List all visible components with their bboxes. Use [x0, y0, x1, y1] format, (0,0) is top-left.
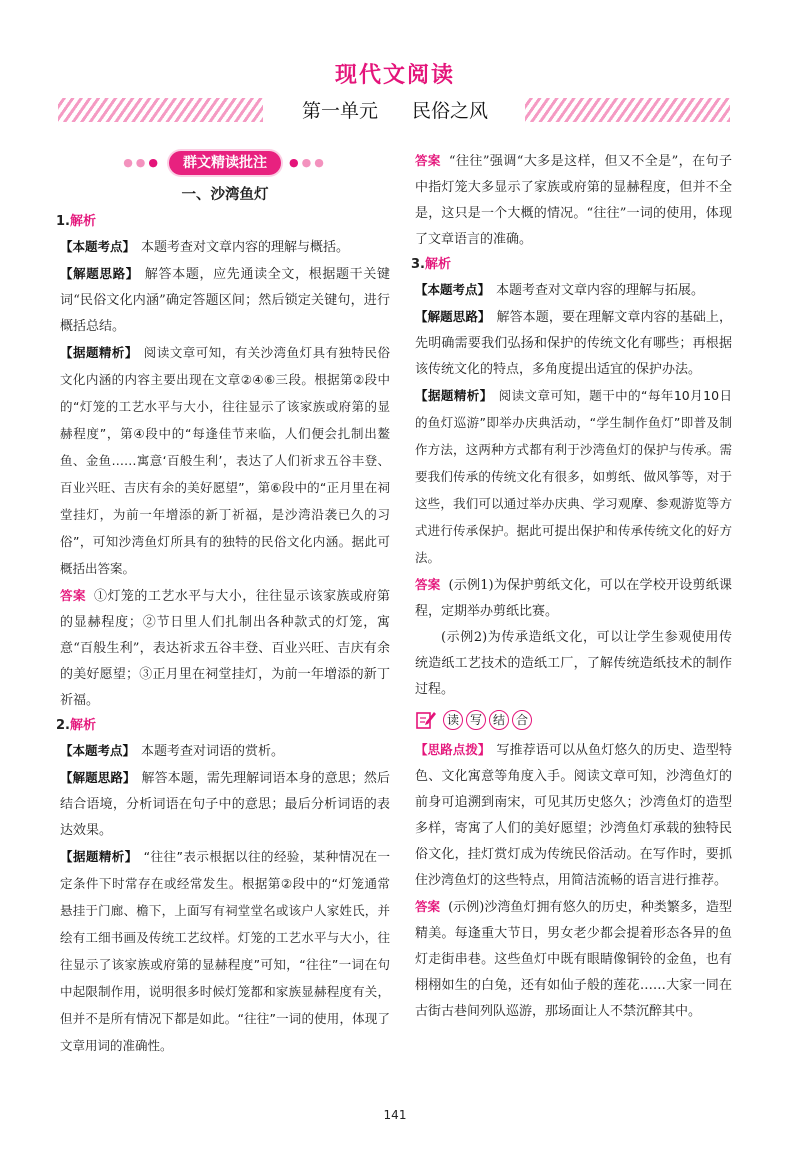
dx-answer: 答案 (示例)沙湾鱼灯拥有悠久的历史，种类繁多，造型精美。每逢重大节日，男女老少都会提着形态各异的鱼灯走街串巷。这些鱼灯中既有眼睛像铜铃的金鱼，也有栩栩如生的白兔，还有如仙子般的莲花……大家一同在古街古巷间列队巡游，那场面让人不禁沉醉其中。	[415, 899, 732, 1019]
q2-silu: 【解题思路】 解答本题，需先理解词语本身的意思；然后结合语境，分析词语在句子中的意思；最后分析词语的表达效果。	[60, 770, 390, 838]
pencil-notebook-icon	[415, 710, 437, 730]
banner-dots-right: ●●●	[289, 156, 327, 169]
decorative-stripe-left	[58, 98, 263, 122]
q2-kaodian: 【本题考点】 本题考查对词语的赏析。	[60, 743, 285, 759]
unit-number: 第一单元	[301, 100, 378, 122]
read-write-char-3: 结	[489, 710, 509, 730]
q1-kaodian: 【本题考点】 本题考查对文章内容的理解与概括。	[60, 239, 350, 255]
read-write-char-1: 读	[443, 710, 463, 730]
read-write-heading	[415, 705, 732, 735]
read-write-char-2: 写	[466, 710, 486, 730]
decorative-stripe-right	[525, 98, 730, 122]
q3-answer-1: 答案 (示例1)为保护剪纸文化，可以在学校开设剪纸课程，定期举办剪纸比赛。	[415, 577, 732, 619]
right-column	[411, 148, 732, 1025]
q3-kaodian: 【本题考点】 本题考查对文章内容的理解与拓展。	[415, 282, 705, 298]
dx-tip: 【思路点拨】 写推荐语可以从鱼灯悠久的历史、造型特色、文化寓意等角度入手。阅读文章可知，沙湾鱼灯的前身可追溯到南宋，可见其历史悠久；沙湾鱼灯的造型多样，寄寓了人们的美好愿望；沙湾鱼灯承载的独特民俗文化，挂灯赏灯成为传统民俗活动。在写作时，要抓住沙湾鱼灯的这些特点，用简洁流畅的语言进行推荐。	[415, 742, 732, 888]
q3-jingxi: 【据题精析】 阅读文章可知，题干中的“每年10月10日的鱼灯巡游”即举办庆典活动，“学生制作鱼灯”即普及制作方法，这两种方式都有利于沙湾鱼灯的保护与传承。需要我们传承的传统文化有很多，如剪纸、做风筝等，对于这些，我们可以通过举办庆典、学习观摩、参观游览等方式进行传承保护。据此可提出保护和传承传统文化的好方法。	[415, 388, 732, 565]
page-title: 现代文阅读	[334, 63, 455, 88]
section-banner	[60, 148, 390, 178]
unit-title	[262, 96, 528, 123]
section-title: 一、沙湾鱼灯	[181, 187, 269, 203]
q2-answer: 答案 “往往”强调“大多是这样，但又不全是”，在句子中指灯笼大多显示了家族或府第的显赫程度，但并不全是，这只是一个大概的情况。“往往”一词的使用，体现了文章语言的准确。	[415, 153, 732, 247]
question-3-heading: 3.解析	[411, 257, 451, 272]
question-1-heading: 1.解析	[56, 214, 96, 229]
q2-jingxi: 【据题精析】 “往往”表示根据以往的经验，某种情况在一定条件下时常存在或经常发生。根据第②段中的“灯笼通常悬挂于门廊、檐下，上面写有祠堂堂名或该户人家姓氏，并绘有工细书画及传统工艺纹样。灯笼的工艺水平与大小，往往显示了该家族或府第的显赫程度”可知，“往往”一词在句中起限制作用，说明很多时候灯笼都和家族显赫程度有关，但并不是所有情况下都是如此。“往往”一词的使用，体现了文章用词的准确性。	[60, 849, 390, 1053]
q1-silu: 【解题思路】 解答本题，应先通读全文，根据题干关键词“民俗文化内涵”确定答题区间；然后锁定关键句，进行概括总结。	[60, 266, 390, 334]
page-number: 141	[383, 1108, 407, 1122]
banner-label: 群文精读批注	[169, 151, 281, 175]
q3-answer-2: (示例2)为传承造纸文化，可以让学生参观使用传统造纸工艺技术的造纸工厂，了解传统造纸技术的制作过程。	[415, 630, 732, 697]
unit-name: 民俗之风	[412, 100, 489, 122]
q1-jingxi: 【据题精析】 阅读文章可知，有关沙湾鱼灯具有独特民俗文化内涵的内容主要出现在文章②④⑥三段。根据第②段中的“灯笼的工艺水平与大小，往往显示了该家族或府第的显赫程度”，第④段中的“每逢佳节来临，人们便会扎制出鳌鱼、金鱼……寓意‘百般生利’，表达了人们祈求五谷丰登、百业兴旺、吉庆有余的美好愿望”，第⑥段中的“正月里在祠堂挂灯，为前一年增添的新丁祈福，是沙湾沿袭已久的习俗”，可知沙湾鱼灯所具有的独特的民俗文化内涵。据此可概括出答案。	[60, 345, 390, 576]
read-write-char-4: 合	[512, 710, 532, 730]
banner-dots-left: ●●●	[123, 156, 161, 169]
question-2-heading: 2.解析	[56, 718, 96, 733]
q1-answer: 答案 ①灯笼的工艺水平与大小，往往显示该家族或府第的显赫程度；②节日里人们扎制出各种款式的灯笼，寓意“百般生利”，表达祈求五谷丰登、百业兴旺、吉庆有余的美好愿望；③正月里在祠堂挂灯，为前一年增添的新丁祈福。	[60, 588, 390, 708]
left-column	[56, 148, 390, 1060]
q3-silu: 【解题思路】 解答本题，要在理解文章内容的基础上，先明确需要我们弘扬和保护的传统文化有哪些；再根据该传统文化的特点，多角度提出适宜的保护办法。	[415, 309, 732, 377]
